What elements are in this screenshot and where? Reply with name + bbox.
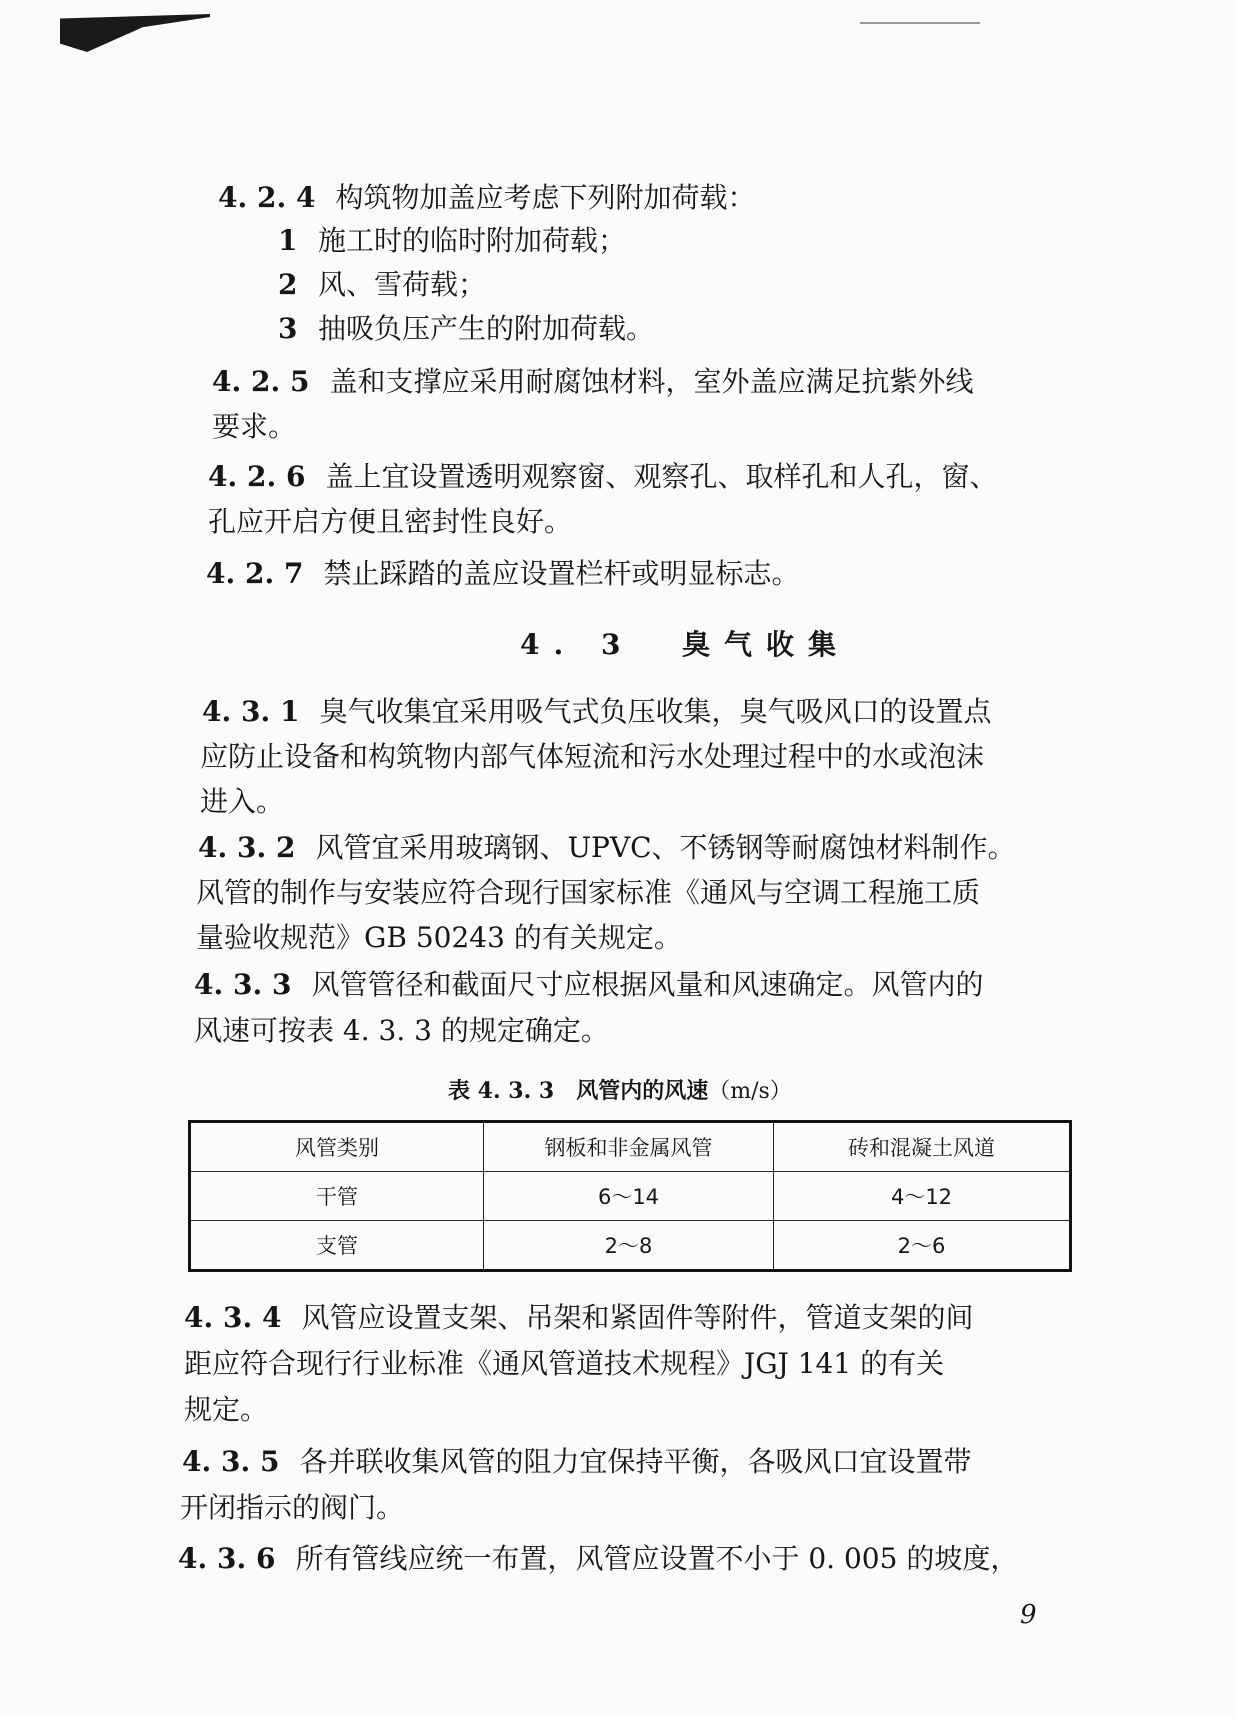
clause-text: 各并联收集风管的阻力宜保持平衡，各吸风口宜设置带	[299, 1445, 972, 1478]
clause-text: 规定。	[184, 1393, 269, 1426]
clause-4-2-4	[218, 176, 755, 220]
clause-text: 进入。	[200, 785, 285, 818]
clause-text: 盖上宜设置透明观察窗、观察孔、取样孔和人孔，窗、	[325, 460, 998, 493]
page-corner-mark	[60, 14, 210, 52]
item-number: 3	[278, 312, 298, 345]
clause-text: 风管管径和截面尺寸应根据风量和风速确定。风管内的	[311, 968, 984, 1001]
section-heading	[520, 623, 850, 663]
clause-number: 4. 3. 3	[194, 968, 292, 1001]
clause-4-3-6	[178, 1537, 1018, 1581]
clause-number: 4. 3. 2	[198, 831, 296, 864]
clause-text: 禁止踩踏的盖应设置栏杆或明显标志。	[323, 557, 800, 590]
clause-text: 风管应设置支架、吊架和紧固件等附件，管道支架的间	[301, 1301, 974, 1334]
clause-number: 4. 2. 4	[218, 181, 316, 214]
table-header-cell: 钢板和非金属风管	[484, 1122, 774, 1172]
clause-4-3-4-cont	[184, 1388, 268, 1432]
clause-4-2-6-cont	[208, 500, 572, 544]
clause-4-3-1-cont	[200, 780, 284, 824]
clause-4-3-4-cont	[184, 1342, 944, 1386]
clause-text: 所有管线应统一布置，风管应设置不小于 0. 005 的坡度，	[295, 1542, 1019, 1575]
clause-text: 要求。	[212, 410, 297, 443]
clause-4-3-3-cont	[194, 1009, 609, 1053]
clause-4-2-5	[212, 360, 973, 404]
clause-4-2-5-cont	[212, 405, 296, 449]
clause-4-2-7	[206, 552, 799, 596]
clause-number: 4. 2. 7	[206, 557, 304, 590]
clause-4-3-2	[198, 826, 1016, 870]
table-caption	[448, 1074, 792, 1105]
clause-number: 4. 3. 5	[182, 1445, 280, 1478]
list-item	[278, 307, 654, 351]
clause-text: 距应符合现行行业标准《通风管道技术规程》JGJ 141 的有关	[184, 1347, 945, 1380]
table-cell: 2～8	[484, 1221, 774, 1271]
page-number: 9	[1020, 1600, 1037, 1630]
clause-4-3-1	[202, 690, 991, 734]
table-header-cell: 砖和混凝土风道	[774, 1122, 1071, 1172]
clause-4-3-5	[182, 1440, 971, 1484]
clause-4-3-3	[194, 963, 983, 1007]
list-item	[278, 263, 486, 307]
clause-4-3-1-cont	[200, 735, 984, 779]
clause-4-3-5-cont	[180, 1486, 404, 1530]
table-cell: 2～6	[774, 1221, 1071, 1271]
table-caption-text: 表 4. 3. 3 风管内的风速	[448, 1078, 709, 1104]
clause-text: 风管宜采用玻璃钢、UPVC、不锈钢等耐腐蚀材料制作。	[315, 831, 1016, 864]
top-rule	[860, 22, 980, 24]
table-unit: （m/s）	[708, 1079, 792, 1104]
clause-text: 风管的制作与安装应符合现行国家标准《通风与空调工程施工质	[196, 876, 981, 909]
list-item	[278, 219, 626, 263]
air-speed-table	[188, 1120, 1072, 1272]
clause-number: 4. 2. 5	[212, 365, 310, 398]
clause-4-2-6	[208, 455, 997, 499]
clause-text: 臭气收集宜采用吸气式负压收集，臭气吸风口的设置点	[319, 695, 992, 728]
table-cell: 干管	[190, 1172, 484, 1221]
clause-number: 4. 3. 1	[202, 695, 300, 728]
item-text: 风、雪荷载；	[318, 268, 487, 301]
table-row	[190, 1172, 1071, 1221]
item-number: 1	[278, 224, 298, 257]
clause-text: 构筑物加盖应考虑下列附加荷载：	[335, 181, 756, 214]
table-cell: 4～12	[774, 1172, 1071, 1221]
item-number: 2	[278, 268, 298, 301]
clause-4-3-2-cont	[196, 871, 980, 915]
clause-number: 4. 3. 4	[184, 1301, 282, 1334]
item-text: 施工时的临时附加荷载；	[318, 224, 627, 257]
clause-number: 4. 2. 6	[208, 460, 306, 493]
table-row	[190, 1221, 1071, 1271]
clause-4-3-4	[184, 1296, 973, 1340]
table-header-row	[190, 1122, 1071, 1172]
clause-text: 开闭指示的阀门。	[180, 1491, 405, 1524]
clause-text: 风速可按表 4. 3. 3 的规定确定。	[194, 1014, 609, 1047]
section-title: 臭气收集	[681, 628, 850, 661]
clause-number: 4. 3. 6	[178, 1542, 276, 1575]
item-text: 抽吸负压产生的附加荷载。	[318, 312, 655, 345]
table-header-cell: 风管类别	[190, 1122, 484, 1172]
table-cell: 支管	[190, 1221, 484, 1271]
clause-text: 应防止设备和构筑物内部气体短流和污水处理过程中的水或泡沫	[200, 740, 985, 773]
section-number: 4. 3	[520, 628, 635, 661]
clause-4-3-2-cont	[196, 916, 682, 960]
clause-text: 孔应开启方便且密封性良好。	[208, 505, 573, 538]
table-cell: 6～14	[484, 1172, 774, 1221]
clause-text: 量验收规范》GB 50243 的有关规定。	[196, 921, 682, 954]
clause-text: 盖和支撑应采用耐腐蚀材料，室外盖应满足抗紫外线	[329, 365, 974, 398]
